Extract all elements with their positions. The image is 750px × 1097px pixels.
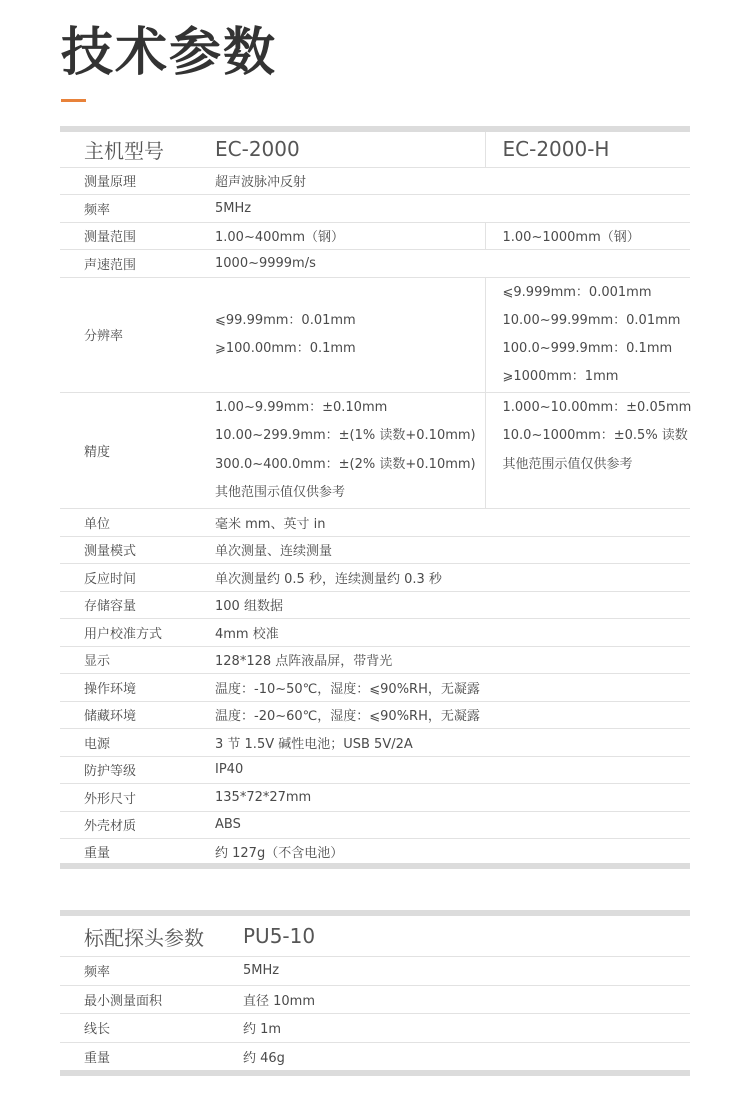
table-row bbox=[60, 393, 690, 509]
row-value: 135*72*27mm bbox=[203, 784, 690, 812]
row-label: 测量范围 bbox=[60, 222, 203, 250]
row-label: 存储容量 bbox=[60, 591, 203, 619]
row-value: 约 127g（不含电池） bbox=[215, 845, 344, 861]
row-label: 电源 bbox=[60, 729, 203, 757]
value-line: 10.00~299.9mm：±(1% 读数+0.10mm) bbox=[215, 428, 476, 444]
table-row bbox=[60, 646, 690, 674]
value-line: 100.0~999.9mm：0.1mm bbox=[502, 340, 673, 356]
table-row bbox=[60, 250, 690, 278]
row-value: IP40 bbox=[203, 756, 690, 784]
row-label: 频率 bbox=[60, 957, 243, 986]
table-row bbox=[60, 619, 690, 647]
table-row bbox=[60, 277, 690, 393]
table-row bbox=[60, 729, 690, 757]
row-label: 反应时间 bbox=[60, 564, 203, 592]
value-line: ⩾100.00mm：0.1mm bbox=[215, 340, 356, 356]
row-value: 温度：-10~50℃，湿度：⩽90%RH，无凝露 bbox=[203, 674, 690, 702]
value-line: 其他范围示值仅供参考 bbox=[502, 456, 633, 472]
header-model-b: EC-2000-H bbox=[485, 129, 690, 167]
row-value: 毫米 mm、英寸 in bbox=[203, 509, 690, 537]
row-label: 外形尺寸 bbox=[60, 784, 203, 812]
value-line: 1.000~10.00mm：±0.05mm bbox=[502, 400, 692, 416]
row-value: 温度：-20~60℃，湿度：⩽90%RH，无凝露 bbox=[203, 701, 690, 729]
row-value: 128*128 点阵液晶屏，带背光 bbox=[203, 646, 690, 674]
table-row bbox=[60, 839, 690, 867]
value-line: 300.0~400.0mm：±(2% 读数+0.10mm) bbox=[215, 456, 476, 472]
row-label: 防护等级 bbox=[60, 756, 203, 784]
page-title: 技术参数 bbox=[61, 23, 278, 83]
row-label: 用户校准方式 bbox=[60, 619, 203, 647]
row-value-b bbox=[485, 277, 690, 393]
header-label: 主机型号 bbox=[60, 129, 203, 167]
value-line: 其他范围示值仅供参考 bbox=[215, 484, 346, 500]
row-value: ABS bbox=[203, 811, 690, 839]
value-line: 1.00~9.99mm：±0.10mm bbox=[215, 400, 388, 416]
probe-spec-table bbox=[60, 910, 690, 1076]
row-label: 储藏环境 bbox=[60, 701, 203, 729]
row-value: 约 1m bbox=[243, 1014, 690, 1043]
table-row bbox=[60, 167, 690, 195]
row-label: 分辨率 bbox=[60, 277, 203, 393]
table-row bbox=[60, 1014, 690, 1043]
row-label: 重量 bbox=[84, 1051, 111, 1067]
table-row bbox=[60, 195, 690, 223]
table-header-row bbox=[60, 913, 690, 957]
table-row bbox=[60, 1042, 690, 1073]
header-label: 标配探头参数 bbox=[60, 913, 243, 957]
row-value: 超声波脉冲反射 bbox=[203, 167, 690, 195]
row-label: 频率 bbox=[60, 195, 203, 223]
table-row bbox=[60, 564, 690, 592]
row-label: 重量 bbox=[84, 845, 111, 861]
row-value: 直径 10mm bbox=[243, 985, 690, 1014]
row-label: 最小测量面积 bbox=[60, 985, 243, 1014]
value-line: ⩽99.99mm：0.01mm bbox=[215, 312, 356, 328]
row-value-b bbox=[485, 393, 690, 509]
table-row bbox=[60, 701, 690, 729]
header-model: PU5-10 bbox=[243, 913, 690, 957]
host-spec-table bbox=[60, 126, 690, 869]
table-row bbox=[60, 784, 690, 812]
header-model-a: EC-2000 bbox=[203, 129, 485, 167]
row-value: 单次测量、连续测量 bbox=[203, 536, 690, 564]
row-value: 4mm 校准 bbox=[203, 619, 690, 647]
row-label: 测量原理 bbox=[60, 167, 203, 195]
row-label: 外壳材质 bbox=[60, 811, 203, 839]
row-label: 声速范围 bbox=[60, 250, 203, 278]
table-row bbox=[60, 811, 690, 839]
row-value: 约 46g bbox=[243, 1051, 285, 1067]
row-value: 单次测量约 0.5 秒，连续测量约 0.3 秒 bbox=[203, 564, 690, 592]
row-value-a bbox=[203, 277, 485, 393]
title-accent-bar bbox=[61, 99, 86, 102]
value-line: 10.0~1000mm：±0.5% 读数 bbox=[502, 428, 688, 444]
table-header-row bbox=[60, 129, 690, 167]
table-row bbox=[60, 536, 690, 564]
row-value-a: 1.00~400mm（钢） bbox=[203, 222, 485, 250]
table-row bbox=[60, 591, 690, 619]
table-row bbox=[60, 674, 690, 702]
row-value: 5MHz bbox=[203, 195, 690, 223]
row-label: 显示 bbox=[60, 646, 203, 674]
row-value-a bbox=[203, 393, 485, 509]
value-line: ⩾1000mm：1mm bbox=[502, 369, 619, 385]
row-label: 测量模式 bbox=[60, 536, 203, 564]
table-row bbox=[60, 509, 690, 537]
table-row bbox=[60, 756, 690, 784]
row-value: 5MHz bbox=[243, 957, 690, 986]
row-value: 1000~9999m/s bbox=[203, 250, 690, 278]
row-label: 精度 bbox=[60, 393, 203, 509]
row-label: 线长 bbox=[60, 1014, 243, 1043]
table-row bbox=[60, 222, 690, 250]
row-value: 100 组数据 bbox=[203, 591, 690, 619]
row-label: 单位 bbox=[60, 509, 203, 537]
row-value: 3 节 1.5V 碱性电池；USB 5V/2A bbox=[203, 729, 690, 757]
row-label: 操作环境 bbox=[60, 674, 203, 702]
row-value-b: 1.00~1000mm（钢） bbox=[485, 222, 690, 250]
table-row bbox=[60, 957, 690, 986]
table-row bbox=[60, 985, 690, 1014]
value-line: ⩽9.999mm：0.001mm bbox=[502, 284, 652, 300]
value-line: 10.00~99.99mm：0.01mm bbox=[502, 312, 681, 328]
